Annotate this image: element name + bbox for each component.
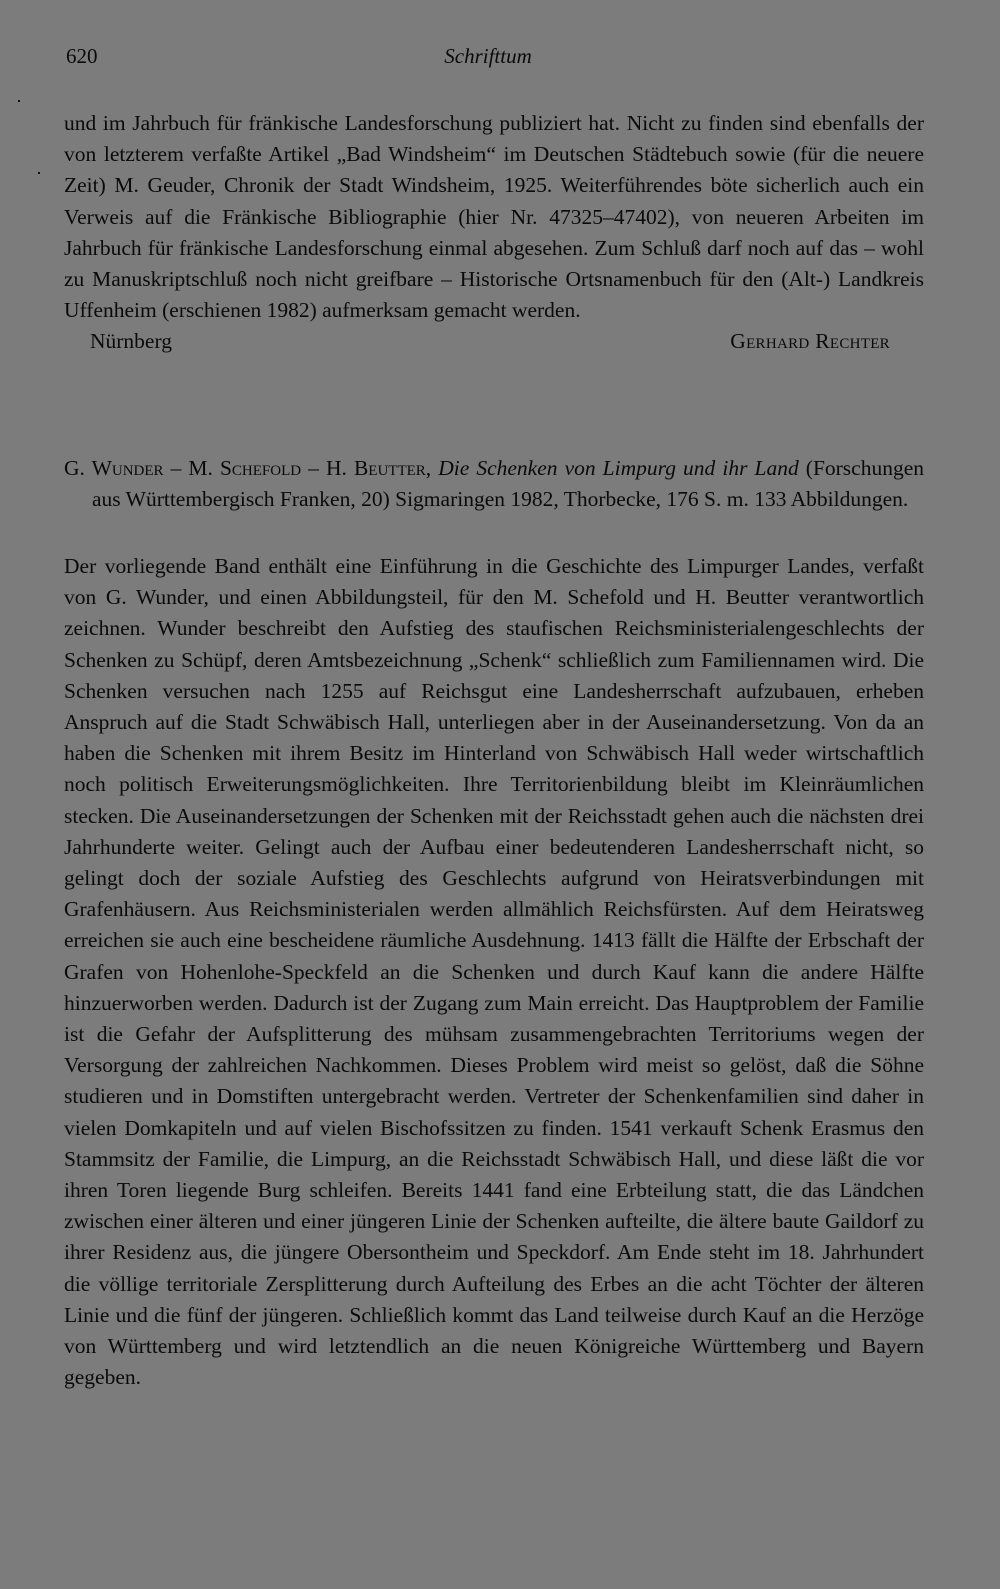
book-citation bbox=[64, 453, 924, 515]
scan-speck bbox=[18, 100, 20, 102]
previous-review-text: und im Jahrbuch für fränkische Landesforschung publiziert hat. Nicht zu finden sind ebenfalls der von letzterem verfaßte Artikel „Bad Windsheim“ im Deutschen Städtebuch sowie (für die neuere Zeit) M. Geuder, Chronik der Stadt Windsheim, 1925. Weiterführendes böte sicherlich auch ein Verweis auf die Fränkische Bibliographie (hier Nr. 47325–47402), von neueren Arbeiten im Jahrbuch für fränkische Landesforschung einmal abgesehen. Zum Schluß darf noch auf das – wohl zu Manuskriptschluß noch nicht greifbare – Historische Ortsnamenbuch für den (Alt-) Landkreis Uffenheim (erschienen 1982) aufmerksam gemacht werden. bbox=[64, 111, 924, 323]
reviewer-name: Gerhard Rechter bbox=[730, 329, 890, 354]
scan-speck bbox=[38, 172, 40, 174]
signature-line bbox=[64, 326, 924, 357]
citation-title: Die Schenken von Limpurg und ihr Land bbox=[438, 456, 799, 480]
citation-details: (Forschungen aus Württembergisch Franken, 20) Sigmaringen 1982, Thorbecke, 176 S. m. 133 Abbildungen. bbox=[92, 456, 925, 511]
page-header bbox=[66, 44, 910, 74]
review-body bbox=[64, 551, 924, 1393]
review-paragraph: Der vorliegende Band enthält eine Einführung in die Geschichte des Limpurger Landes, verfaßt von G. Wunder, und einen Abbildungsteil, für den M. Schefold und H. Beutter verantwortlich zeichnen. Wunder beschreibt den Aufstieg des staufischen Reichsministerialengeschlechts der Schenken zu Schüpf, deren Amtsbezeichnung „Schenk“ schließlich zum Familiennamen wird. Die Schenken versuchen nach 1255 auf Reichsgut eine Landesherrschaft aufzubauen, erheben Anspruch auf die Stadt Schwäbisch Hall, unterliegen aber in der Auseinandersetzung. Von da an haben die Schenken mit ihrem Besitz im Hinterland von Schwäbisch Hall weder wirtschaftlich noch politisch Erweiterungsmöglichkeiten. Ihre Territorienbildung bleibt im Kleinräumlichen stecken. Die Auseinandersetzungen der Schenken mit der Reichsstadt gehen auch die nächsten drei Jahrhunderte weiter. Gelingt auch der Aufbau einer bedeutenderen Landesherrschaft nicht, so gelingt doch der soziale Aufstieg des Geschlechts aufgrund von Heiratsverbindungen mit Grafenhäusern. Aus Reichsministerialen werden allmählich Reichsfürsten. Auf dem Heiratsweg erreichen sie auch eine bescheidene räumliche Ausdehnung. 1413 fällt die Hälfte der Erbschaft der Grafen von Hohenlohe-Speckfeld an die Schenken und durch Kauf kann die andere Hälfte hinzuerworben werden. Dadurch ist der Zugang zum Main erreicht. Das Hauptproblem der Familie ist die Gefahr der Aufsplitterung des mühsam zusammengebrachten Territoriums wegen der Versorgung der zahlreichen Nachkommen. Dieses Problem wird meist so gelöst, daß die Söhne studieren und in Domstiften untergebracht werden. Vertreter der Schenkenfamilien sind daher in vielen Domkapiteln und auf vielen Bischofssitzen zu finden. 1541 verkauft Schenk Erasmus den Stammsitz der Familie, die Limpurg, an die Reichsstadt Schwäbisch Hall, und diese läßt die vor ihren Toren liegende Burg schleifen. Bereits 1441 fand eine Erbteilung statt, die das Ländchen zwischen einer älteren und einer jüngeren Linie der Schenken aufteilte, die ältere baute Gaildorf zu ihrer Residenz aus, die jüngere Obersontheim und Speckdorf. Am Ende steht im 18. Jahrhundert die völlige territoriale Zersplitterung durch Aufteilung des Erbes an die acht Töchter der älteren Linie und die fünf der jüngeren. Schließlich kommt das Land teilweise durch Kauf an die Herzöge von Württemberg und wird letztendlich an die neuen Königreiche Württemberg und Bayern gegeben. bbox=[64, 554, 924, 1390]
previous-review bbox=[64, 108, 924, 358]
page-number: 620 bbox=[66, 44, 98, 68]
citation-authors: G. Wunder – M. Schefold – H. Beutter, bbox=[64, 456, 432, 480]
running-head: Schrifttum bbox=[444, 44, 532, 68]
review-place: Nürnberg bbox=[90, 329, 173, 354]
